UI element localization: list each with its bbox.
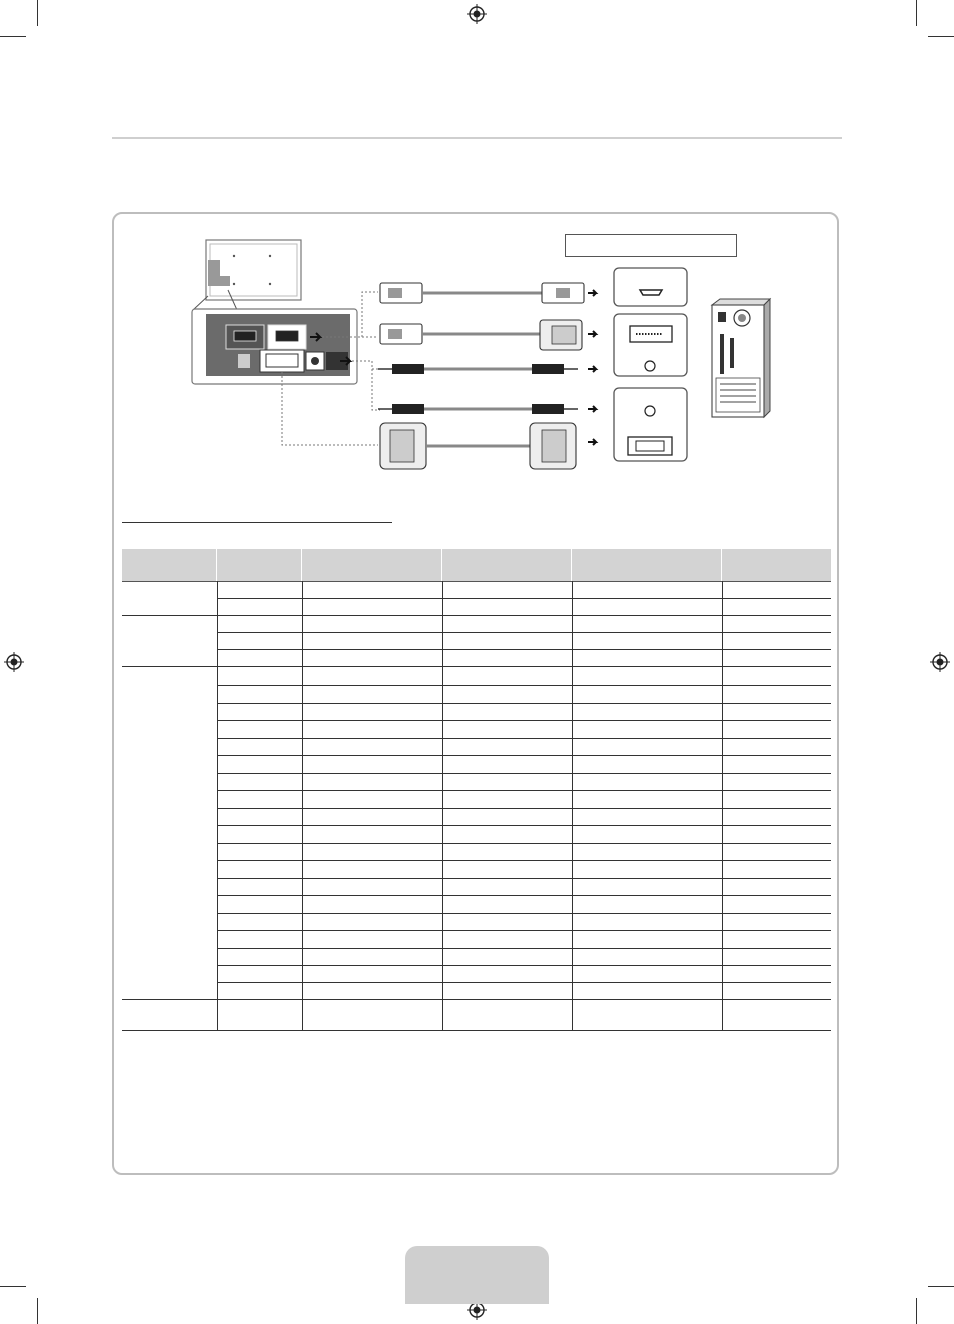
table-row <box>217 598 831 599</box>
page-number-tab <box>405 1246 549 1304</box>
table-row <box>217 773 831 774</box>
hdmi-port-icon <box>614 268 687 306</box>
table-row <box>217 930 831 931</box>
crop-mark <box>916 0 917 26</box>
table-row <box>217 965 831 966</box>
crop-mark <box>0 36 26 37</box>
table-header <box>122 549 831 582</box>
d-sub-cable-icon <box>380 423 596 469</box>
audio-jack-icon <box>645 361 655 371</box>
diagram-label-box <box>565 234 737 257</box>
section-divider <box>112 137 842 139</box>
table-row <box>217 808 831 809</box>
hdmi-to-dvi-cable-icon <box>380 320 596 350</box>
table-row <box>217 790 831 791</box>
table-row <box>217 843 831 844</box>
hdmi-cable-icon <box>380 283 596 303</box>
table-column-divider <box>217 581 218 1030</box>
crop-mark <box>928 36 954 37</box>
table-row <box>217 632 831 633</box>
crop-mark <box>37 1298 38 1324</box>
pc-tower-icon <box>712 299 770 417</box>
table-row <box>217 703 831 704</box>
table-row <box>122 999 831 1000</box>
table-row <box>217 685 831 686</box>
table-row <box>217 948 831 949</box>
table-column-divider <box>302 581 303 1030</box>
crop-mark <box>928 1286 954 1287</box>
table-column-divider <box>572 581 573 1030</box>
table-row <box>217 825 831 826</box>
table-column-divider <box>722 581 723 1030</box>
connection-diagram <box>185 235 785 480</box>
registration-mark-icon <box>467 4 487 24</box>
table-row <box>217 982 831 983</box>
table-row <box>122 1030 831 1031</box>
table-row <box>217 649 831 650</box>
table-row <box>217 755 831 756</box>
registration-mark-icon <box>930 652 950 672</box>
crop-mark <box>916 1298 917 1324</box>
d-sub-port-icon <box>614 388 687 461</box>
tv-connector-panel <box>192 309 357 384</box>
audio-cable-icon <box>378 364 596 374</box>
table-row <box>217 860 831 861</box>
tv-back-panel-icon <box>193 240 301 310</box>
registration-mark-icon <box>4 652 24 672</box>
table-row <box>217 878 831 879</box>
audio-cable-icon <box>378 404 596 414</box>
crop-mark <box>0 1286 26 1287</box>
table-row <box>122 615 831 616</box>
table-row <box>217 895 831 896</box>
table-title-underline <box>122 522 392 523</box>
crop-mark <box>37 0 38 26</box>
table-row <box>217 913 831 914</box>
table-row <box>122 666 831 667</box>
table-row <box>217 738 831 739</box>
table-column-divider <box>442 581 443 1030</box>
table-row <box>217 720 831 721</box>
